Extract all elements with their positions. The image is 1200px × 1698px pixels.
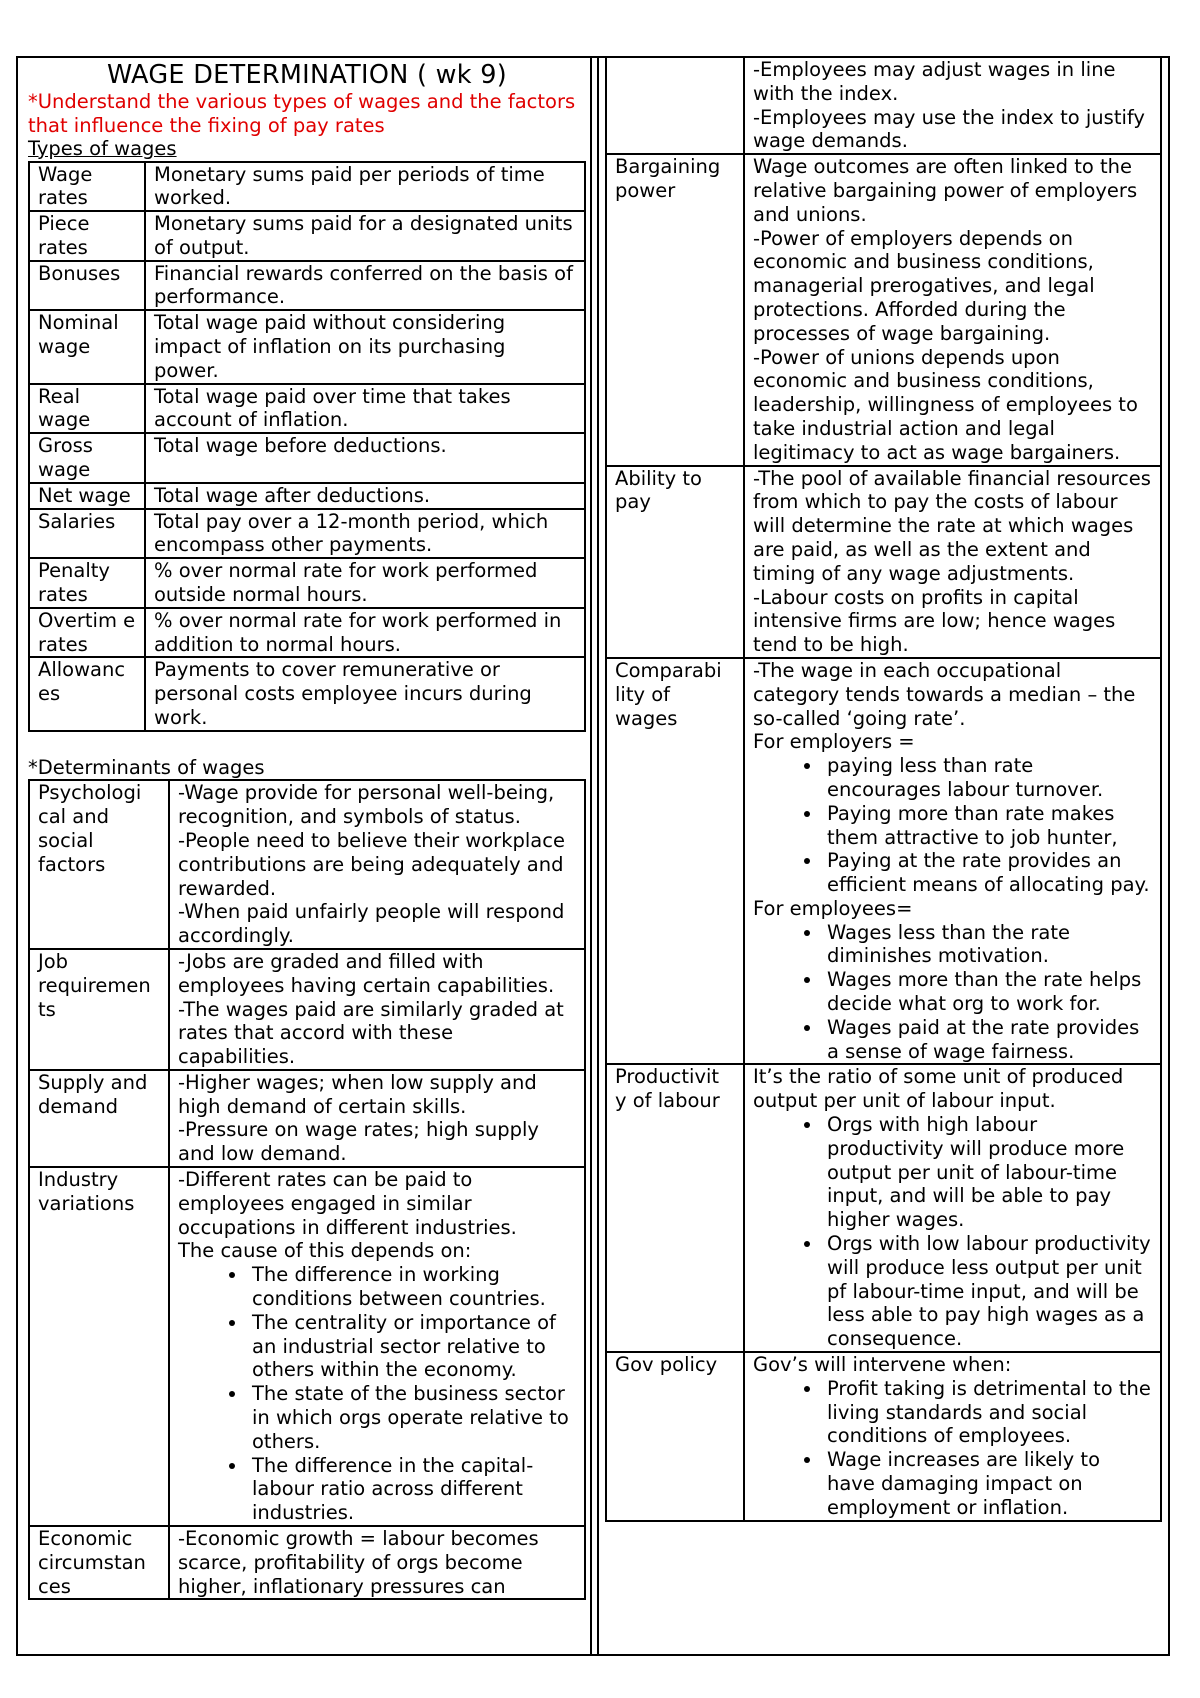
determinants-table-right bbox=[605, 56, 1162, 1522]
wage-type-definition: Financial rewards conferred on the basis of performance. bbox=[145, 261, 585, 311]
wage-type-definition: Payments to cover remunerative or personal costs employee incurs during work. bbox=[145, 657, 585, 730]
bullet-list bbox=[753, 921, 1152, 1064]
list-item: • Wages less than the rate diminishes motivation. bbox=[823, 921, 1152, 969]
wage-type-definition: % over normal rate for work performed outside normal hours. bbox=[145, 558, 585, 608]
wage-type-term: Net wage bbox=[29, 483, 145, 509]
cell-line: -Economic growth = labour becomes scarce, profitability of orgs become higher, inflationary pressures can bbox=[178, 1527, 539, 1598]
wage-type-definition: Monetary sums paid per periods of time worked. bbox=[145, 162, 585, 212]
table-row bbox=[606, 1352, 1161, 1521]
table-row bbox=[29, 384, 585, 434]
wage-type-term: Overtim e rates bbox=[29, 608, 145, 658]
cell-line: Gov’s will intervene when: bbox=[753, 1353, 1012, 1377]
wage-type-term: Gross wage bbox=[29, 433, 145, 483]
determinant-factor: Ability to pay bbox=[606, 466, 744, 658]
cell-line: -Labour costs on profits in capital intensive firms are low; hence wages tend to be high. bbox=[753, 585, 1116, 657]
table-row bbox=[606, 154, 1161, 465]
determinant-description bbox=[744, 658, 1161, 1065]
table-row bbox=[29, 483, 585, 509]
wage-type-term: Penalty rates bbox=[29, 558, 145, 608]
wage-type-term: Salaries bbox=[29, 509, 145, 559]
wage-type-term: Wage rates bbox=[29, 162, 145, 212]
determinant-factor: Bargaining power bbox=[606, 154, 744, 465]
cell-line: -Power of employers depends on economic and business conditions, managerial prerogatives, and legal protections. Afforded during the processes of wage bargaining. bbox=[753, 226, 1095, 345]
determinant-description bbox=[744, 57, 1161, 154]
bullet-list bbox=[753, 1113, 1152, 1351]
bullet-list bbox=[178, 1263, 576, 1525]
table-row bbox=[29, 509, 585, 559]
list-item: • Orgs with high labour productivity will produce more output per unit of labour-time input, and will be able to pay higher wages. bbox=[823, 1113, 1152, 1232]
table-row bbox=[29, 558, 585, 608]
cell-line: -Higher wages; when low supply and high demand of certain skills. bbox=[178, 1070, 537, 1118]
cell-line: -Power of unions depends upon economic and business conditions, leadership, willingness of employees to take industrial action and legal legitimacy to act as wage bargainers. bbox=[753, 345, 1138, 464]
wage-type-term: Nominal wage bbox=[29, 310, 145, 383]
table-row bbox=[29, 1167, 585, 1526]
wage-type-term: Bonuses bbox=[29, 261, 145, 311]
table-row bbox=[606, 57, 1161, 154]
determinants-heading: *Determinants of wages bbox=[28, 755, 265, 779]
wage-type-definition: Total pay over a 12-month period, which encompass other payments. bbox=[145, 509, 585, 559]
list-item: • The difference in working conditions between countries. bbox=[248, 1263, 576, 1311]
wage-type-term: Real wage bbox=[29, 384, 145, 434]
list-item: • Paying more than rate makes them attractive to job hunter, bbox=[823, 802, 1152, 850]
determinant-description bbox=[169, 1167, 585, 1526]
wage-type-definition: % over normal rate for work performed in addition to normal hours. bbox=[145, 608, 585, 658]
learning-objective: *Understand the various types of wages and the factors that influence the fixing of pay rates bbox=[28, 90, 576, 137]
table-row bbox=[29, 608, 585, 658]
wage-type-definition: Total wage paid over time that takes account of inflation. bbox=[145, 384, 585, 434]
table-row bbox=[29, 657, 585, 730]
wage-type-definition: Monetary sums paid for a designated units of output. bbox=[145, 211, 585, 261]
list-item: • The centrality or importance of an industrial sector relative to others within the economy. bbox=[248, 1311, 576, 1382]
list-item: • Wage increases are likely to have damaging impact on employment or inflation. bbox=[823, 1448, 1152, 1519]
cell-line: -Employees may adjust wages in line with the index. bbox=[753, 58, 1116, 105]
determinant-description bbox=[169, 780, 585, 949]
list-item: • Orgs with low labour productivity will produce less output per unit pf labour-time input, and will be less able to pay high wages as a consequence. bbox=[823, 1232, 1152, 1351]
cell-line: The cause of this depends on: bbox=[178, 1239, 472, 1263]
cell-line: -Pressure on wage rates; high supply and low demand. bbox=[178, 1118, 539, 1166]
group-heading: For employees= bbox=[753, 896, 913, 920]
list-item: • Paying at the rate provides an efficient means of allocating pay. bbox=[823, 849, 1152, 897]
determinant-description bbox=[169, 1070, 585, 1167]
table-row bbox=[29, 949, 585, 1070]
list-item: • paying less than rate encourages labour turnover. bbox=[823, 754, 1152, 802]
determinant-factor: Gov policy bbox=[606, 1352, 744, 1521]
determinant-factor: Psychologi cal and social factors bbox=[29, 780, 169, 949]
determinant-factor: Economic circumstan ces bbox=[29, 1526, 169, 1599]
table-row bbox=[29, 261, 585, 311]
cell-line: Wage outcomes are often linked to the relative bargaining power of employers and unions. bbox=[753, 155, 1138, 226]
determinant-factor bbox=[606, 57, 744, 154]
determinant-factor: Comparabi lity of wages bbox=[606, 658, 744, 1065]
column-divider-inner bbox=[597, 56, 599, 1656]
table-row bbox=[29, 1070, 585, 1167]
determinant-factor: Job requiremen ts bbox=[29, 949, 169, 1070]
list-item: • The state of the business sector in which orgs operate relative to others. bbox=[248, 1382, 576, 1453]
determinant-description bbox=[744, 1352, 1161, 1521]
cell-line: -The wage in each occupational category tends towards a median – the so-called ‘going rate’. bbox=[753, 658, 1136, 730]
cell-line: -The wages paid are similarly graded at rates that accord with these capabilities. bbox=[178, 997, 564, 1069]
left-column bbox=[28, 60, 586, 1600]
bullet-list bbox=[753, 1377, 1152, 1520]
cell-line: -When paid unfairly people will respond accordingly. bbox=[178, 900, 565, 948]
list-item: • Wages paid at the rate provides a sense of wage fairness. bbox=[823, 1016, 1152, 1064]
bullet-list bbox=[753, 754, 1152, 897]
cell-line: -People need to believe their workplace contributions are being adequately and rewarded. bbox=[178, 828, 565, 900]
types-of-wages-heading: Types of wages bbox=[28, 137, 177, 160]
table-row bbox=[29, 433, 585, 483]
cell-line: It’s the ratio of some unit of produced output per unit of labour input. bbox=[753, 1065, 1124, 1113]
wage-type-definition: Total wage paid without considering impact of inflation on its purchasing power. bbox=[145, 310, 585, 383]
table-row bbox=[29, 310, 585, 383]
right-column bbox=[605, 56, 1162, 1522]
determinants-table-left bbox=[28, 779, 586, 1600]
group-heading: For employers = bbox=[753, 730, 915, 754]
determinant-description bbox=[169, 1526, 585, 1599]
determinant-factor: Productivit y of labour bbox=[606, 1064, 744, 1352]
determinant-description bbox=[744, 154, 1161, 465]
table-row bbox=[29, 162, 585, 212]
cell-line: -Wage provide for personal well-being, recognition, and symbols of status. bbox=[178, 781, 555, 829]
table-row bbox=[606, 1064, 1161, 1352]
list-item: • Profit taking is detrimental to the living standards and social conditions of employees. bbox=[823, 1377, 1152, 1448]
determinant-description bbox=[169, 949, 585, 1070]
list-item: • The difference in the capital-labour ratio across different industries. bbox=[248, 1454, 576, 1525]
list-item: • Wages more than the rate helps decide what org to work for. bbox=[823, 968, 1152, 1016]
page-title: WAGE DETERMINATION ( wk 9) bbox=[106, 60, 508, 90]
cell-line: -Jobs are graded and filled with employees having certain capabilities. bbox=[178, 949, 555, 997]
wage-type-definition: Total wage before deductions. bbox=[145, 433, 585, 483]
wage-type-term: Piece rates bbox=[29, 211, 145, 261]
table-row bbox=[606, 466, 1161, 658]
determinant-description bbox=[744, 466, 1161, 658]
cell-line: -The pool of available financial resources from which to pay the costs of labour will determine the rate at which wages are paid, as well as the extent and timing of any wage adjustments. bbox=[753, 466, 1151, 585]
table-row bbox=[29, 780, 585, 949]
determinant-description bbox=[744, 1064, 1161, 1352]
wage-type-term: Allowanc es bbox=[29, 657, 145, 730]
wage-type-definition: Total wage after deductions. bbox=[145, 483, 585, 509]
types-of-wages-table bbox=[28, 161, 586, 732]
column-divider bbox=[590, 56, 592, 1656]
cell-line: -Different rates can be paid to employees engaged in similar occupations in different industries. bbox=[178, 1168, 517, 1239]
table-row bbox=[606, 658, 1161, 1065]
cell-line: -Employees may use the index to justify wage demands. bbox=[753, 105, 1145, 153]
table-row bbox=[29, 1526, 585, 1599]
determinant-factor: Supply and demand bbox=[29, 1070, 169, 1167]
table-row bbox=[29, 211, 585, 261]
determinant-factor: Industry variations bbox=[29, 1167, 169, 1526]
